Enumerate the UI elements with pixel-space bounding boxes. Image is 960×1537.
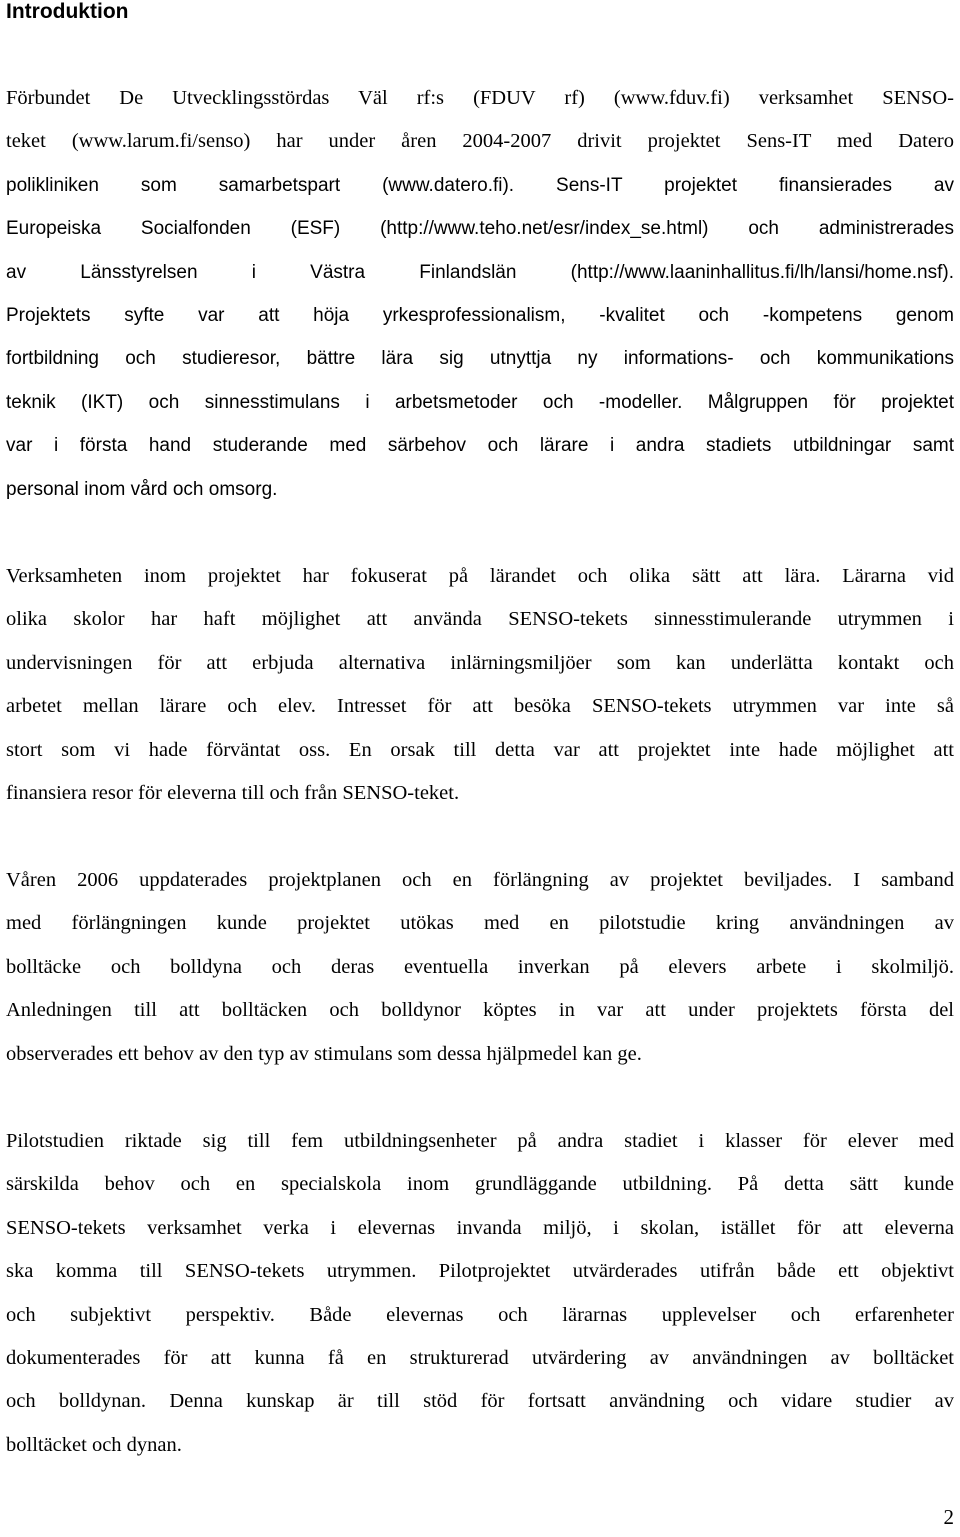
text-line: stort som vi hade förväntat oss. En orsak till detta var att projektet inte hade möjlighet att xyxy=(6,738,954,761)
text-line: dokumenterades för att kunna få en strukturerad utvärdering av användningen av bolltäcket xyxy=(6,1347,954,1370)
text-line: och bolldynan. Denna kunskap är till stöd för fortsatt användning och vidare studier av xyxy=(6,1390,954,1413)
page-number: 2 xyxy=(943,1505,954,1529)
paragraph-extension xyxy=(6,859,954,1076)
text-line: undervisningen för att erbjuda alternativa inlärningsmiljöer som kan underlätta kontakt och xyxy=(6,651,954,674)
text-line: bolltäcke och bolldyna och deras eventuella inverkan på elevers arbete i skolmiljö. xyxy=(6,955,954,978)
text-line: teknik (IKT) och sinnesstimulans i arbetsmetoder och -modeller. Målgruppen för projektet xyxy=(6,391,954,413)
text-line: observerades ett behov av den typ av stimulans som dessa hjälpmedel kan ge. xyxy=(6,1042,642,1065)
paragraph-activities xyxy=(6,555,954,815)
text-line: Förbundet De Utvecklingsstördas Väl rf:s (FDUV rf) (www.fduv.fi) verksamhet SENSO- xyxy=(6,87,954,109)
text-line: personal inom vård och omsorg. xyxy=(6,478,278,500)
text-line: var i första hand studerande med särbehov och lärare i andra stadiets utbildningar samt xyxy=(6,435,954,457)
text-line: särskilda behov och en specialskola inom grundläggande utbildning. På detta sätt kunde xyxy=(6,1173,954,1196)
text-line: Anledningen till att bolltäcken och bolldynor köptes in var att under projektets första del xyxy=(6,999,954,1022)
text-line: Projektets syfte var att höja yrkesprofessionalism, -kvalitet och -kompetens genom xyxy=(6,305,954,327)
paragraph-intro xyxy=(6,77,954,511)
text-line: Pilotstudien riktade sig till fem utbildningsenheter på andra stadiet i klasser för elever med xyxy=(6,1130,954,1152)
text-line: och subjektivt perspektiv. Både elevernas och lärarnas upplevelser och erfarenheter xyxy=(6,1303,954,1326)
text-line: Våren 2006 uppdaterades projektplanen och en förlängning av projektet beviljades. I samband xyxy=(6,869,954,891)
section-heading: Introduktion xyxy=(6,0,129,23)
text-line: polikliniken som samarbetspart (www.datero.fi). Sens-IT projektet finansierades av xyxy=(6,174,954,196)
paragraph-pilot-study xyxy=(6,1120,954,1467)
text-line: Verksamheten inom projektet har fokuserat på lärandet och olika sätt att lära. Lärarna vid xyxy=(6,565,954,587)
text-line: teket (www.larum.fi/senso) har under åren 2004-2007 drivit projektet Sens-IT med Datero xyxy=(6,130,954,153)
text-line: Europeiska Socialfonden (ESF) (http://www.teho.net/esr/index_se.html) och administrerades xyxy=(6,218,954,240)
text-line: av Länsstyrelsen i Västra Finlandslän (http://www.laaninhallitus.fi/lh/lansi/home.nsf). xyxy=(6,261,954,283)
text-line: ska komma till SENSO-tekets utrymmen. Pilotprojektet utvärderades utifrån både ett objektivt xyxy=(6,1260,954,1283)
text-line: arbetet mellan lärare och elev. Intresset för att besöka SENSO-tekets utrymmen var inte så xyxy=(6,695,954,718)
text-line: SENSO-tekets verksamhet verka i elevernas invanda miljö, i skolan, istället för att eleverna xyxy=(6,1216,954,1239)
text-line: finansiera resor för eleverna till och från SENSO-teket. xyxy=(6,782,460,805)
text-line: olika skolor har haft möjlighet att använda SENSO-tekets sinnesstimulerande utrymmen i xyxy=(6,608,954,631)
text-line: fortbildning och studieresor, bättre lära sig utnyttja ny informations- och kommunikations xyxy=(6,348,954,370)
text-line: med förlängningen kunde projektet utökas med en pilotstudie kring användningen av xyxy=(6,912,954,935)
text-line: bolltäcket och dynan. xyxy=(6,1433,182,1456)
